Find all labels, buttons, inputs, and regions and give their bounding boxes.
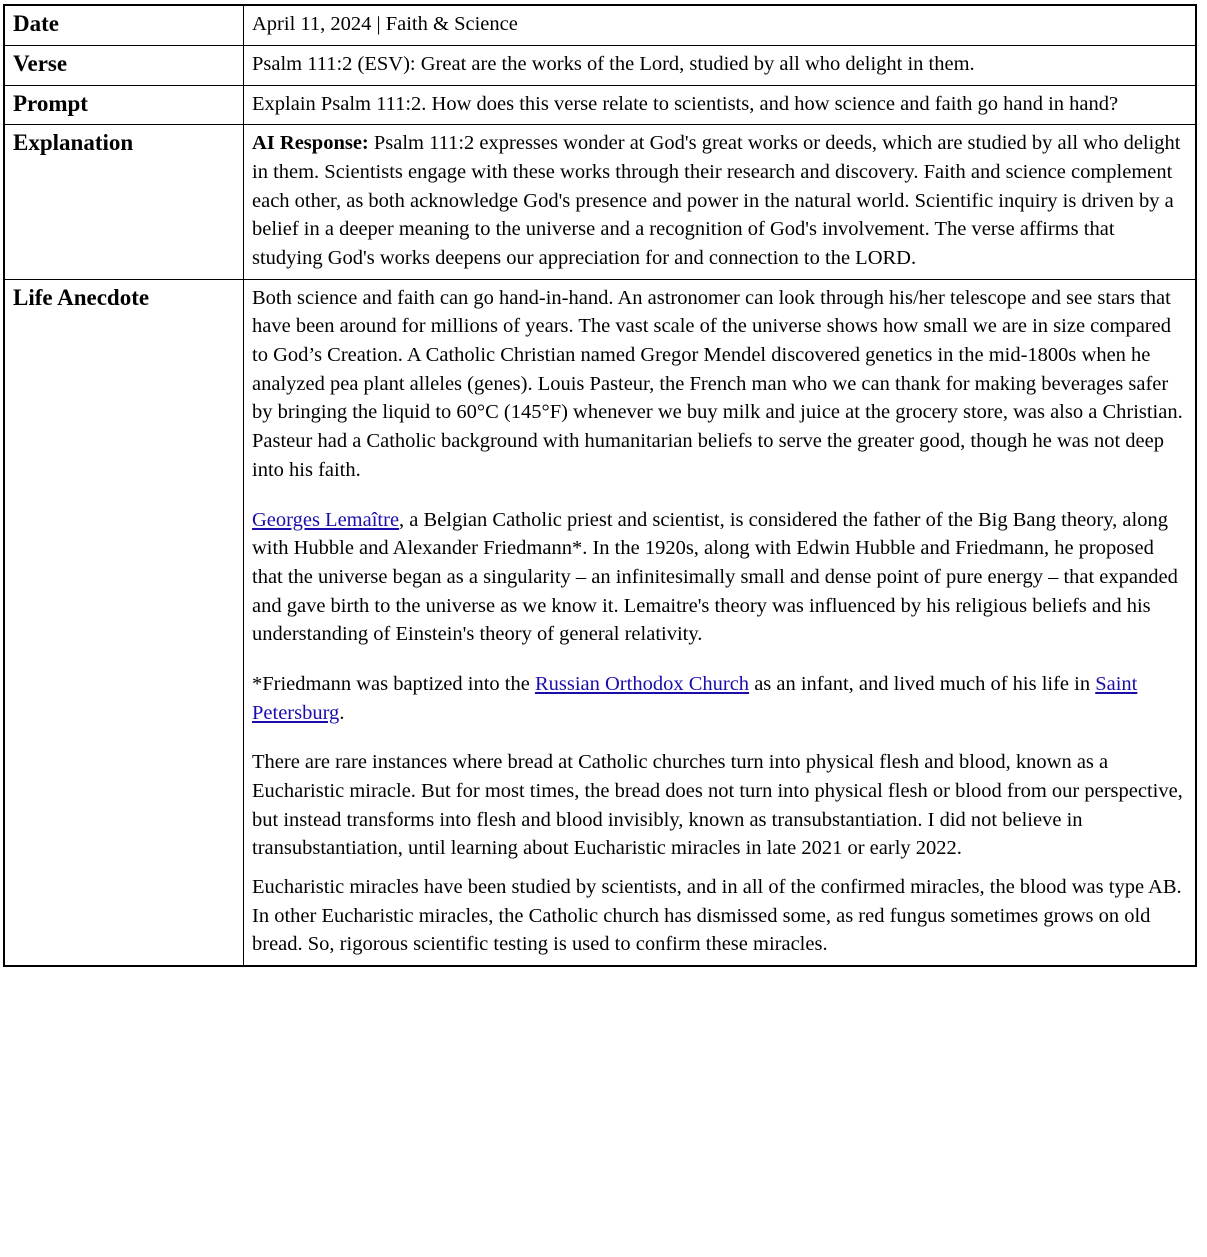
anecdote-paragraph-2 xyxy=(252,506,1187,649)
anecdote-footnote-post: . xyxy=(339,701,345,724)
row-label-explanation: Explanation xyxy=(4,125,244,279)
anecdote-paragraph-2-text: , a Belgian Catholic priest and scientist, is considered the father of the Big Bang theory, along with Hubble and Alexander Friedmann*. In the 1920s, along with Edwin Hubble and Friedmann, he proposed that the universe began as a singularity – an infinitesimally small and dense point of pure energy – that expanded and gave birth to the universe as we know it. Lemaitre's theory was influenced by his religious beliefs and his understanding of Einstein's theory of general relativity. xyxy=(252,508,1178,646)
anecdote-paragraph-5: Eucharistic miracles have been studied by scientists, and in all of the confirmed miracles, the blood was type AB. In other Eucharistic miracles, the Catholic church has dismissed some, as red fungus sometimes grows on old bread. So, rigorous scientific testing is used to confirm these miracles. xyxy=(252,876,1182,956)
row-label-date: Date xyxy=(4,5,244,45)
table-row-life-anecdote xyxy=(4,279,1196,966)
devotional-entry-table xyxy=(3,4,1197,967)
explanation-paragraph xyxy=(252,129,1187,272)
row-value-life-anecdote xyxy=(244,279,1197,966)
table-row-prompt xyxy=(4,85,1196,125)
anecdote-paragraph-4: There are rare instances where bread at Catholic churches turn into physical flesh and blood, known as a Eucharistic miracle. But for most times, the bread does not turn into physical flesh or blood from our perspective, but instead transforms into flesh and blood invisibly, known as transubstantiation. I did not believe in transubstantiation, until learning about Eucharistic miracles in late 2021 or early 2022. xyxy=(252,751,1183,860)
link-russian-orthodox-church[interactable]: Russian Orthodox Church xyxy=(534,672,750,695)
link-georges-lemaitre[interactable]: Georges Lemaître xyxy=(252,508,400,531)
row-value-date: April 11, 2024 | Faith & Science xyxy=(244,5,1197,45)
table-row-date xyxy=(4,5,1196,45)
anecdote-paragraph-3 xyxy=(252,670,1187,727)
table-row-verse xyxy=(4,45,1196,85)
anecdote-footnote-pre: *Friedmann was baptized into the xyxy=(252,672,535,695)
anecdote-footnote-mid: as an infant, and lived much of his life in xyxy=(749,672,1096,695)
row-label-prompt: Prompt xyxy=(4,85,244,125)
ai-response-body: Psalm 111:2 expresses wonder at God's great works or deeds, which are studied by all who delight in them. Scientists engage with these works through their research and discovery. Faith and science complement each other, as both acknowledge God's presence and power in the natural world. Scientific inquiry is driven by a belief in a deeper meaning to the universe and a recognition of God's involvement. The verse affirms that studying God's works deepens our appreciation for and connection to the LORD. xyxy=(252,132,1181,269)
row-label-verse: Verse xyxy=(4,45,244,85)
ai-response-lead: AI Response: xyxy=(252,132,369,155)
row-label-life-anecdote: Life Anecdote xyxy=(4,279,244,966)
row-value-verse: Psalm 111:2 (ESV): Great are the works of the Lord, studied by all who delight in them. xyxy=(244,45,1197,85)
row-value-prompt: Explain Psalm 111:2. How does this verse relate to scientists, and how science and faith go hand in hand? xyxy=(244,85,1197,125)
row-value-explanation xyxy=(244,125,1197,279)
table-row-explanation xyxy=(4,125,1196,279)
anecdote-paragraph-1: Both science and faith can go hand-in-hand. An astronomer can look through his/her telescope and see stars that have been around for millions of years. The vast scale of the universe shows how small we are in size compared to God’s Creation. A Catholic Christian named Gregor Mendel discovered genetics in the mid-1800s when he analyzed pea plant alleles (genes). Louis Pasteur, the French man who we can thank for making beverages safer by bringing the liquid to 60°C (145°F) whenever we buy milk and juice at the grocery store, was also a Christian. Pasteur had a Catholic background with humanitarian beliefs to serve the greater good, though he was not deep into his faith. xyxy=(252,286,1183,481)
link-saint-petersburg[interactable]: Saint Petersburg xyxy=(252,672,1138,724)
